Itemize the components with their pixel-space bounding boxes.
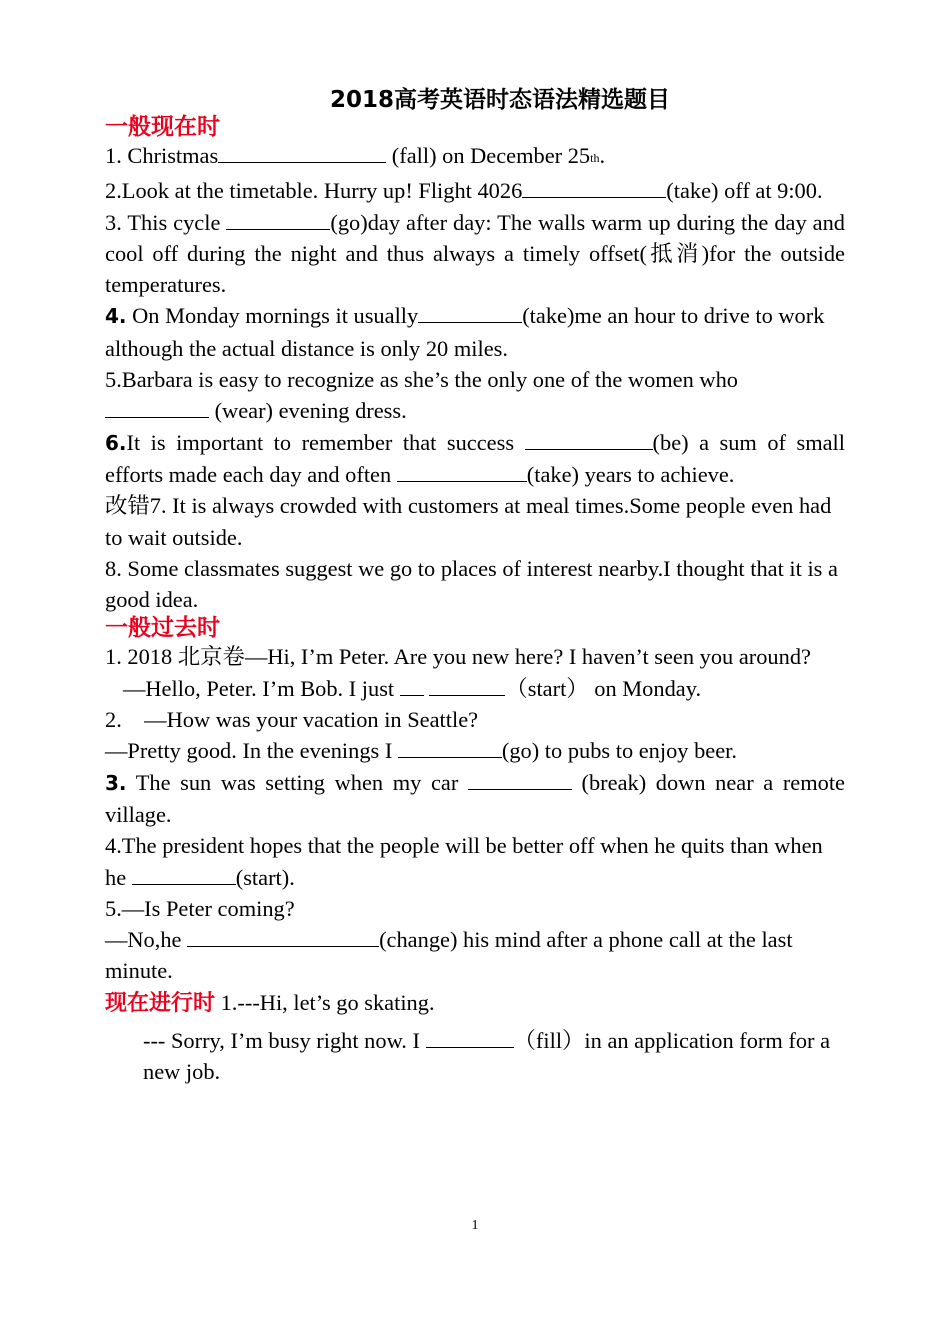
- question-7: 改错7. It is always crowded with customers at meal times.Some people even had to wait outside.: [105, 493, 832, 550]
- answer-blank[interactable]: [418, 304, 522, 323]
- answer-blank[interactable]: [226, 211, 330, 230]
- question-3: 3. The sun was setting when my car (break) down near a remote village.: [105, 769, 845, 827]
- answer-blank[interactable]: [468, 771, 572, 790]
- question-2: 2. —How was your vacation in Seattle?: [105, 707, 479, 733]
- section-heading-present-continuous: 现在进行时: [105, 990, 216, 1016]
- question-present-continuous-1-reply: --- Sorry, I’m busy right now. I （fill）in an application form for a new job.: [143, 1028, 831, 1085]
- section-heading-simple-past: 一般过去时: [105, 615, 220, 642]
- answer-blank[interactable]: [398, 739, 502, 758]
- answer-blank[interactable]: [522, 179, 666, 198]
- question-5: 5.—Is Peter coming?: [105, 895, 295, 921]
- answer-blank[interactable]: [105, 399, 209, 418]
- question-1: 1. 2018 北京卷—Hi, I’m Peter. Are you new here? I haven’t seen you around?: [105, 644, 811, 670]
- question-2-reply: —Pretty good. In the evenings I (go) to pubs to enjoy beer.: [105, 738, 737, 764]
- question-8: 8. Some classmates suggest we go to places of interest nearby.I thought that it is a good idea.: [105, 555, 838, 613]
- question-3: 3. This cycle (go)day after day: The walls warm up during the day and cool off during the night and thus always a timely offset(抵消)for the outside temperatures.: [105, 209, 846, 298]
- answer-blank[interactable]: [187, 928, 379, 947]
- answer-blank[interactable]: [218, 144, 386, 163]
- answer-blank[interactable]: [400, 677, 424, 696]
- question-4: 4. On Monday mornings it usually (take)me an hour to drive to work although the actual distance is only 20 miles.: [105, 303, 825, 361]
- question-1: 1. Christmas (fall) on December 25th.: [105, 143, 606, 168]
- question-5: 5.Barbara is easy to recognize as she’s the only one of the women who (wear) evening dress.: [105, 367, 738, 424]
- page-number: 1: [471, 1218, 479, 1233]
- answer-blank[interactable]: [132, 866, 236, 885]
- answer-blank[interactable]: [397, 463, 527, 482]
- question-1-reply: —Hello, Peter. I’m Bob. I just （start） on Monday.: [123, 675, 702, 701]
- question-5-reply: —No,he (change) his mind after a phone call at the last minute.: [105, 927, 793, 984]
- answer-blank[interactable]: [426, 1029, 514, 1048]
- answer-blank[interactable]: [429, 677, 505, 696]
- question-4: 4.The president hopes that the people will be better off when he quits than when he (start).: [105, 833, 823, 890]
- document-content: [105, 86, 845, 1088]
- section-heading-simple-present: 一般现在时: [105, 114, 220, 140]
- question-2: 2.Look at the timetable. Hurry up! Flight 4026 (take) off at 9:00.: [105, 178, 823, 204]
- question-6: 6.It is important to remember that success (be) a sum of small efforts made each day and often (take) years to achieve.: [105, 429, 845, 487]
- question-present-continuous-1: 现在进行时 1.---Hi, let’s go skating.: [105, 989, 435, 1016]
- answer-blank[interactable]: [525, 431, 653, 450]
- document-title: 2018高考英语时态语法精选题目: [329, 87, 670, 113]
